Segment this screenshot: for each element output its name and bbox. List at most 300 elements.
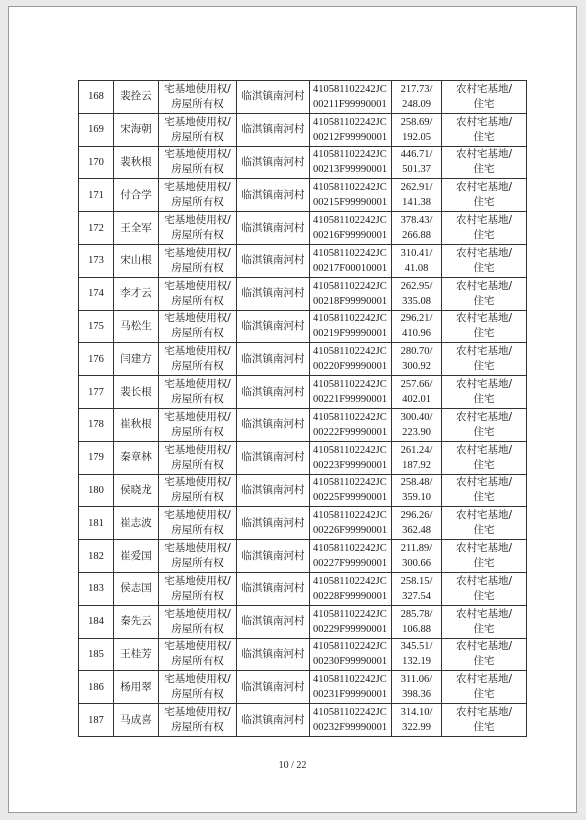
- right-type: [159, 179, 237, 212]
- unit-code: [310, 507, 392, 540]
- land-use: [442, 638, 527, 671]
- land-use-text: 住宅: [473, 261, 495, 274]
- right-type-text: 宅基地使用权/: [164, 82, 231, 95]
- right-type: [159, 146, 237, 179]
- right-type-text: 宅基地使用权/: [164, 542, 231, 555]
- land-use-text: 农村宅基地/: [455, 574, 513, 587]
- owner-name: [114, 704, 159, 737]
- unit-code-text: 410581102242JC: [313, 379, 387, 391]
- area: [392, 310, 442, 343]
- location: [237, 244, 310, 277]
- area: [392, 113, 442, 146]
- unit-code: [310, 376, 392, 409]
- area-text: 300.92: [402, 361, 431, 373]
- land-use: [442, 507, 527, 540]
- area-text: 262.91/: [400, 182, 433, 194]
- land-use: [442, 310, 527, 343]
- owner-name-text: 崔秋根: [120, 418, 152, 431]
- row-number-text: 171: [88, 189, 104, 201]
- unit-code-text: 410581102242JC: [313, 247, 387, 259]
- location-text: 临淇镇南河村: [241, 483, 305, 496]
- area-text: 311.06/: [400, 674, 433, 686]
- table-row: [79, 212, 527, 245]
- owner-name: [114, 376, 159, 409]
- land-use-text: 住宅: [473, 425, 495, 438]
- table-row: [79, 474, 527, 507]
- right-type-text: 宅基地使用权/: [164, 148, 231, 161]
- area-text: 41.08: [404, 262, 429, 274]
- owner-name-text: 裴秋根: [120, 155, 152, 168]
- unit-code: [310, 638, 392, 671]
- unit-code-text: 410581102242JC: [313, 215, 387, 227]
- row-number-text: 179: [88, 452, 104, 464]
- unit-code-text: 410581102242JC: [313, 149, 387, 161]
- row-number-text: 169: [88, 124, 104, 136]
- right-type: [159, 310, 237, 343]
- row-number-text: 170: [88, 156, 104, 168]
- land-use-text: 农村宅基地/: [455, 443, 513, 456]
- right-type-text: 宅基地使用权/: [164, 706, 231, 719]
- right-type: [159, 507, 237, 540]
- unit-code: [310, 244, 392, 277]
- area: [392, 81, 442, 114]
- land-use-text: 住宅: [473, 721, 495, 734]
- unit-code-text: 410581102242JC: [313, 411, 387, 423]
- right-type-text: 宅基地使用权/: [164, 443, 231, 456]
- owner-name: [114, 113, 159, 146]
- row-number-text: 172: [88, 222, 104, 234]
- area: [392, 212, 442, 245]
- area-text: 187.92: [402, 459, 431, 471]
- owner-name-text: 杨用翠: [120, 680, 152, 693]
- unit-code-text: 410581102242JC: [313, 346, 387, 358]
- land-use-text: 住宅: [473, 327, 495, 340]
- location: [237, 212, 310, 245]
- table-row: [79, 376, 527, 409]
- owner-name: [114, 638, 159, 671]
- right-type-text: 宅基地使用权/: [164, 476, 231, 489]
- right-type-text: 房屋所有权: [171, 229, 224, 242]
- land-use-text: 农村宅基地/: [455, 279, 513, 292]
- location: [237, 81, 310, 114]
- row-number: [79, 376, 114, 409]
- owner-name-text: 闫建方: [120, 352, 152, 365]
- land-use-text: 农村宅基地/: [455, 706, 513, 719]
- owner-name-text: 崔志波: [120, 516, 152, 529]
- row-number: [79, 704, 114, 737]
- table-row: [79, 113, 527, 146]
- row-number-text: 185: [88, 648, 104, 660]
- area: [392, 146, 442, 179]
- row-number: [79, 441, 114, 474]
- right-type-text: 宅基地使用权/: [164, 640, 231, 653]
- right-type-text: 房屋所有权: [171, 393, 224, 406]
- row-number: [79, 540, 114, 573]
- row-number-text: 176: [88, 353, 104, 365]
- owner-name: [114, 81, 159, 114]
- unit-code: [310, 408, 392, 441]
- right-type-text: 宅基地使用权/: [164, 607, 231, 620]
- right-type: [159, 277, 237, 310]
- land-use: [442, 212, 527, 245]
- land-use-text: 住宅: [473, 688, 495, 701]
- land-use-text: 农村宅基地/: [455, 640, 513, 653]
- land-use-text: 农村宅基地/: [455, 509, 513, 522]
- owner-name-text: 秦先云: [120, 615, 152, 628]
- land-use-text: 住宅: [473, 491, 495, 504]
- area-text: 258.69/: [400, 116, 433, 128]
- table-row: [79, 408, 527, 441]
- area: [392, 441, 442, 474]
- unit-code: [310, 343, 392, 376]
- area: [392, 408, 442, 441]
- right-type-text: 房屋所有权: [171, 557, 224, 570]
- unit-code: [310, 474, 392, 507]
- right-type-text: 宅基地使用权/: [164, 115, 231, 128]
- row-number: [79, 572, 114, 605]
- unit-code-text: 00228F99990001: [313, 590, 388, 602]
- right-type: [159, 605, 237, 638]
- unit-code: [310, 671, 392, 704]
- area-text: 211.89/: [400, 543, 433, 555]
- area-text: 314.10/: [400, 707, 433, 719]
- right-type-text: 房屋所有权: [171, 524, 224, 537]
- location-text: 临淇镇南河村: [241, 221, 305, 234]
- land-use: [442, 277, 527, 310]
- land-use-text: 农村宅基地/: [455, 115, 513, 128]
- row-number-text: 182: [88, 550, 104, 562]
- unit-code-text: 410581102242JC: [313, 313, 387, 325]
- area-text: 300.66: [402, 558, 431, 570]
- unit-code-text: 00218F99990001: [313, 295, 388, 307]
- page-number: 10 / 22: [278, 760, 307, 771]
- table-row: [79, 146, 527, 179]
- location-text: 临淇镇南河村: [241, 319, 305, 332]
- row-number: [79, 146, 114, 179]
- row-number: [79, 212, 114, 245]
- right-type-text: 宅基地使用权/: [164, 246, 231, 259]
- owner-name-text: 马松生: [120, 319, 152, 332]
- table-row: [79, 81, 527, 114]
- land-use: [442, 81, 527, 114]
- unit-code-text: 00229F99990001: [313, 623, 388, 635]
- document-page: [8, 6, 577, 813]
- unit-code-text: 410581102242JC: [313, 641, 387, 653]
- land-use-text: 农村宅基地/: [455, 82, 513, 95]
- unit-code: [310, 572, 392, 605]
- owner-name: [114, 277, 159, 310]
- area-text: 359.10: [402, 492, 431, 504]
- right-type: [159, 704, 237, 737]
- land-use: [442, 605, 527, 638]
- land-use-text: 农村宅基地/: [455, 378, 513, 391]
- unit-code-text: 00211F99990001: [313, 98, 387, 110]
- unit-code-text: 410581102242JC: [313, 510, 387, 522]
- land-use: [442, 179, 527, 212]
- area-text: 410.96: [402, 328, 431, 340]
- unit-code: [310, 310, 392, 343]
- right-type-text: 房屋所有权: [171, 327, 224, 340]
- right-type: [159, 408, 237, 441]
- table-row: [79, 671, 527, 704]
- area-text: 446.71/: [400, 149, 433, 161]
- land-use-text: 住宅: [473, 97, 495, 110]
- area-text: 402.01: [402, 394, 431, 406]
- area-text: 192.05: [402, 131, 431, 143]
- location: [237, 343, 310, 376]
- right-type-text: 房屋所有权: [171, 261, 224, 274]
- row-number: [79, 343, 114, 376]
- row-number: [79, 474, 114, 507]
- area-text: 362.48: [402, 525, 431, 537]
- land-use: [442, 671, 527, 704]
- row-number: [79, 408, 114, 441]
- unit-code-text: 00222F99990001: [313, 426, 388, 438]
- land-use: [442, 146, 527, 179]
- right-type-text: 房屋所有权: [171, 130, 224, 143]
- location: [237, 441, 310, 474]
- location-text: 临淇镇南河村: [241, 680, 305, 693]
- land-use: [442, 540, 527, 573]
- land-use-text: 住宅: [473, 393, 495, 406]
- location: [237, 277, 310, 310]
- area-text: 248.09: [402, 98, 431, 110]
- area-text: 285.78/: [400, 608, 433, 620]
- row-number-text: 186: [88, 681, 104, 693]
- location: [237, 179, 310, 212]
- owner-name-text: 宋山根: [120, 254, 152, 267]
- right-type-text: 房屋所有权: [171, 491, 224, 504]
- location-text: 临淇镇南河村: [241, 90, 305, 103]
- location: [237, 605, 310, 638]
- row-number-text: 183: [88, 583, 104, 595]
- area-text: 261.24/: [400, 444, 433, 456]
- unit-code: [310, 704, 392, 737]
- row-number: [79, 277, 114, 310]
- row-number: [79, 81, 114, 114]
- location: [237, 572, 310, 605]
- location-text: 临淇镇南河村: [241, 549, 305, 562]
- land-use-text: 住宅: [473, 589, 495, 602]
- location: [237, 408, 310, 441]
- unit-code-text: 00226F99990001: [313, 525, 388, 537]
- location: [237, 671, 310, 704]
- owner-name-text: 宋海朝: [120, 123, 152, 136]
- unit-code: [310, 540, 392, 573]
- right-type: [159, 638, 237, 671]
- unit-code-text: 410581102242JC: [313, 477, 387, 489]
- land-use-text: 农村宅基地/: [455, 542, 513, 555]
- unit-code-text: 00231F99990001: [313, 689, 388, 701]
- unit-code-text: 410581102242JC: [313, 543, 387, 555]
- unit-code-text: 00230F99990001: [313, 656, 388, 668]
- owner-name: [114, 179, 159, 212]
- row-number-text: 180: [88, 484, 104, 496]
- row-number-text: 168: [88, 91, 104, 103]
- right-type-text: 房屋所有权: [171, 425, 224, 438]
- land-use-text: 住宅: [473, 524, 495, 537]
- land-use: [442, 113, 527, 146]
- land-use-text: 住宅: [473, 655, 495, 668]
- right-type-text: 宅基地使用权/: [164, 509, 231, 522]
- area-text: 345.51/: [400, 641, 433, 653]
- land-use-text: 农村宅基地/: [455, 345, 513, 358]
- area: [392, 343, 442, 376]
- owner-name: [114, 310, 159, 343]
- row-number: [79, 244, 114, 277]
- row-number-text: 177: [88, 386, 104, 398]
- unit-code: [310, 81, 392, 114]
- right-type-text: 房屋所有权: [171, 622, 224, 635]
- right-type-text: 宅基地使用权/: [164, 345, 231, 358]
- unit-code-text: 00223F99990001: [313, 459, 388, 471]
- location: [237, 507, 310, 540]
- unit-code-text: 00225F99990001: [313, 492, 388, 504]
- unit-code-text: 00219F99990001: [313, 328, 388, 340]
- area-text: 257.66/: [400, 379, 433, 391]
- right-type-text: 房屋所有权: [171, 196, 224, 209]
- unit-code-text: 410581102242JC: [313, 182, 387, 194]
- land-use: [442, 376, 527, 409]
- land-use: [442, 474, 527, 507]
- right-type-text: 房屋所有权: [171, 655, 224, 668]
- unit-code-text: 00227F99990001: [313, 558, 388, 570]
- right-type: [159, 441, 237, 474]
- land-use-text: 住宅: [473, 196, 495, 209]
- unit-code-text: 00217F00010001: [313, 262, 388, 274]
- owner-name-text: 马成喜: [120, 713, 152, 726]
- location-text: 临淇镇南河村: [241, 418, 305, 431]
- row-number-text: 173: [88, 255, 104, 267]
- location: [237, 310, 310, 343]
- area-text: 501.37: [402, 164, 431, 176]
- registry-table: [78, 80, 527, 737]
- owner-name-text: 崔爱国: [120, 549, 152, 562]
- right-type: [159, 81, 237, 114]
- table-row: [79, 507, 527, 540]
- area-text: 141.38: [402, 197, 431, 209]
- unit-code-text: 00213F99990001: [313, 164, 388, 176]
- right-type-text: 宅基地使用权/: [164, 574, 231, 587]
- land-use-text: 农村宅基地/: [455, 607, 513, 620]
- area-text: 335.08: [402, 295, 431, 307]
- unit-code-text: 410581102242JC: [313, 83, 387, 95]
- area: [392, 638, 442, 671]
- unit-code-text: 410581102242JC: [313, 707, 387, 719]
- unit-code: [310, 146, 392, 179]
- unit-code-text: 410581102242JC: [313, 674, 387, 686]
- owner-name: [114, 671, 159, 704]
- location-text: 临淇镇南河村: [241, 647, 305, 660]
- table-row: [79, 310, 527, 343]
- area-text: 310.41/: [400, 247, 433, 259]
- land-use-text: 住宅: [473, 229, 495, 242]
- unit-code: [310, 179, 392, 212]
- row-number: [79, 310, 114, 343]
- land-use-text: 农村宅基地/: [455, 246, 513, 259]
- unit-code-text: 410581102242JC: [313, 608, 387, 620]
- owner-name-text: 付合学: [120, 188, 152, 201]
- area: [392, 671, 442, 704]
- row-number: [79, 638, 114, 671]
- land-use-text: 住宅: [473, 360, 495, 373]
- right-type-text: 房屋所有权: [171, 721, 224, 734]
- owner-name-text: 裴拴云: [120, 90, 152, 103]
- unit-code-text: 410581102242JC: [313, 116, 387, 128]
- unit-code-text: 410581102242JC: [313, 280, 387, 292]
- unit-code: [310, 605, 392, 638]
- location-text: 临淇镇南河村: [241, 713, 305, 726]
- land-use-text: 农村宅基地/: [455, 312, 513, 325]
- land-use: [442, 343, 527, 376]
- unit-code-text: 00220F99990001: [313, 361, 388, 373]
- right-type-text: 房屋所有权: [171, 97, 224, 110]
- unit-code-text: 410581102242JC: [313, 444, 387, 456]
- table-row: [79, 277, 527, 310]
- table-row: [79, 179, 527, 212]
- area: [392, 179, 442, 212]
- right-type-text: 宅基地使用权/: [164, 673, 231, 686]
- location-text: 临淇镇南河村: [241, 615, 305, 628]
- row-number-text: 184: [88, 616, 104, 628]
- unit-code-text: 410581102242JC: [313, 575, 387, 587]
- row-number-text: 174: [88, 288, 104, 300]
- location: [237, 704, 310, 737]
- land-use-text: 农村宅基地/: [455, 410, 513, 423]
- row-number: [79, 671, 114, 704]
- table-row: [79, 704, 527, 737]
- area-text: 266.88: [402, 230, 431, 242]
- right-type-text: 宅基地使用权/: [164, 181, 231, 194]
- right-type-text: 宅基地使用权/: [164, 378, 231, 391]
- location: [237, 113, 310, 146]
- area: [392, 244, 442, 277]
- area: [392, 277, 442, 310]
- location-text: 临淇镇南河村: [241, 287, 305, 300]
- location-text: 临淇镇南河村: [241, 254, 305, 267]
- right-type-text: 宅基地使用权/: [164, 214, 231, 227]
- area: [392, 507, 442, 540]
- land-use: [442, 408, 527, 441]
- location-text: 临淇镇南河村: [241, 582, 305, 595]
- location-text: 临淇镇南河村: [241, 352, 305, 365]
- unit-code: [310, 113, 392, 146]
- right-type-text: 宅基地使用权/: [164, 410, 231, 423]
- land-use-text: 住宅: [473, 130, 495, 143]
- area: [392, 474, 442, 507]
- owner-name: [114, 212, 159, 245]
- table-row: [79, 343, 527, 376]
- area: [392, 572, 442, 605]
- location-text: 临淇镇南河村: [241, 155, 305, 168]
- right-type-text: 房屋所有权: [171, 360, 224, 373]
- owner-name: [114, 408, 159, 441]
- owner-name: [114, 244, 159, 277]
- right-type-text: 房屋所有权: [171, 458, 224, 471]
- right-type-text: 宅基地使用权/: [164, 279, 231, 292]
- table-row: [79, 572, 527, 605]
- area-text: 300.40/: [400, 411, 433, 423]
- land-use-text: 农村宅基地/: [455, 148, 513, 161]
- row-number: [79, 113, 114, 146]
- owner-name: [114, 605, 159, 638]
- unit-code-text: 00232F99990001: [313, 722, 388, 734]
- area-text: 217.73/: [400, 83, 433, 95]
- area: [392, 540, 442, 573]
- area-text: 296.26/: [400, 510, 433, 522]
- unit-code: [310, 277, 392, 310]
- right-type: [159, 113, 237, 146]
